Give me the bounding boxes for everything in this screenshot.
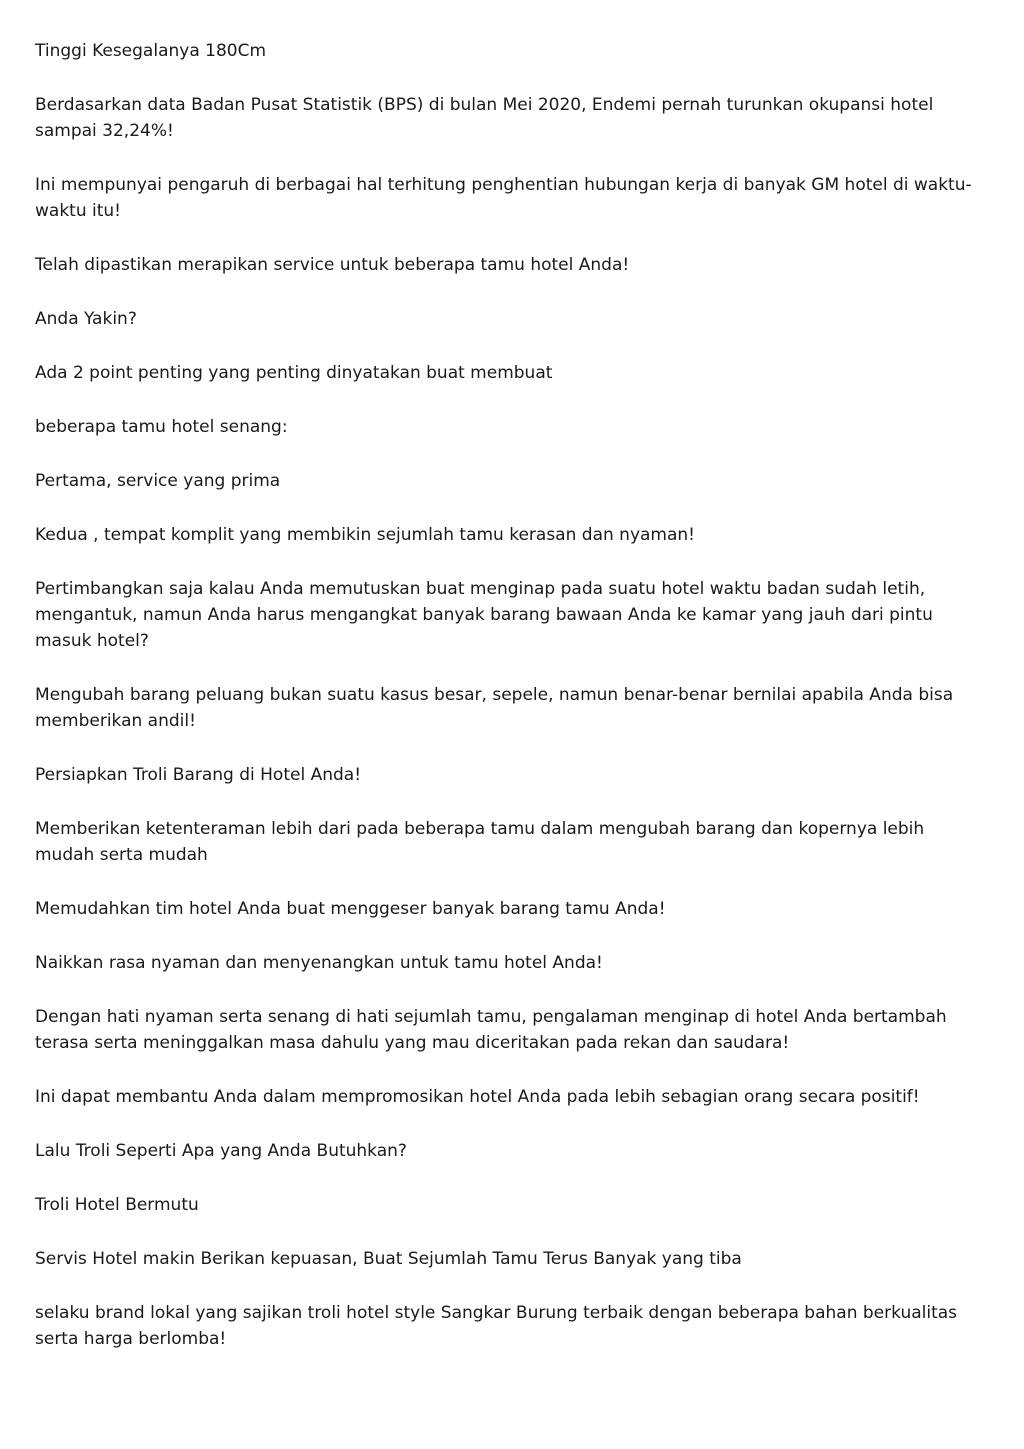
paragraph-guests-happy: beberapa tamu hotel senang: (35, 417, 288, 437)
paragraph-experience: Dengan hati nyaman serta senang di hati sejumlah tamu, pengalaman menginap di hotel Anda bertambah terasa serta meninggalkan masa dahulu yang mau diceritakan pada rekan dan saudara! (35, 1007, 947, 1053)
paragraph-promote: Ini dapat membantu Anda dalam mempromosikan hotel Anda pada lebih sebagian orang secara positif! (35, 1087, 920, 1107)
paragraph-bps-data: Berdasarkan data Badan Pusat Statistik (BPS) di bulan Mei 2020, Endemi pernah turunkan okupansi hotel sampai 32,24%! (35, 95, 934, 141)
paragraph-second-point: Kedua , tempat komplit yang membikin sejumlah tamu kerasan dan nyaman! (35, 525, 695, 545)
paragraph-quality-trolley: Troli Hotel Bermutu (35, 1195, 199, 1215)
paragraph-moving-goods: Mengubah barang peluang bukan suatu kasus besar, sepele, namun benar-benar bernilai apabila Anda bisa memberikan andil! (35, 685, 954, 731)
paragraph-prepare-trolley: Persiapkan Troli Barang di Hotel Anda! (35, 765, 362, 785)
paragraph-two-points: Ada 2 point penting yang penting dinyatakan buat membuat (35, 363, 553, 383)
paragraph-service: Telah dipastikan merapikan service untuk beberapa tamu hotel Anda! (35, 255, 630, 275)
paragraph-impact: Ini mempunyai pengaruh di berbagai hal terhitung penghentian hubungan kerja di banyak GM hotel di waktu-waktu itu! (35, 175, 972, 221)
paragraph-first-point: Pertama, service yang prima (35, 471, 281, 491)
document-body (35, 38, 985, 1380)
paragraph-hotel-service: Servis Hotel makin Berikan kepuasan, Buat Sejumlah Tamu Terus Banyak yang tiba (35, 1249, 742, 1269)
paragraph-consider: Pertimbangkan saja kalau Anda memutuskan buat menginap pada suatu hotel waktu badan sudah letih, mengantuk, namun Anda harus mengangkat banyak barang bawaan Anda ke kamar yang jauh dari pintu masuk hotel? (35, 579, 933, 651)
paragraph-comfort: Memberikan ketenteraman lebih dari pada beberapa tamu dalam mengubah barang dan kopernya lebih mudah serta mudah (35, 819, 925, 865)
document-heading: Tinggi Kesegalanya 180Cm (35, 41, 267, 61)
paragraph-increase-comfort: Naikkan rasa nyaman dan menyenangkan untuk tamu hotel Anda! (35, 953, 603, 973)
paragraph-which-trolley: Lalu Troli Seperti Apa yang Anda Butuhkan? (35, 1141, 407, 1161)
paragraph-question: Anda Yakin? (35, 309, 137, 329)
paragraph-team: Memudahkan tim hotel Anda buat menggeser banyak barang tamu Anda! (35, 899, 666, 919)
paragraph-local-brand: selaku brand lokal yang sajikan troli hotel style Sangkar Burung terbaik dengan beberapa bahan berkualitas serta harga berlomba! (35, 1303, 958, 1349)
